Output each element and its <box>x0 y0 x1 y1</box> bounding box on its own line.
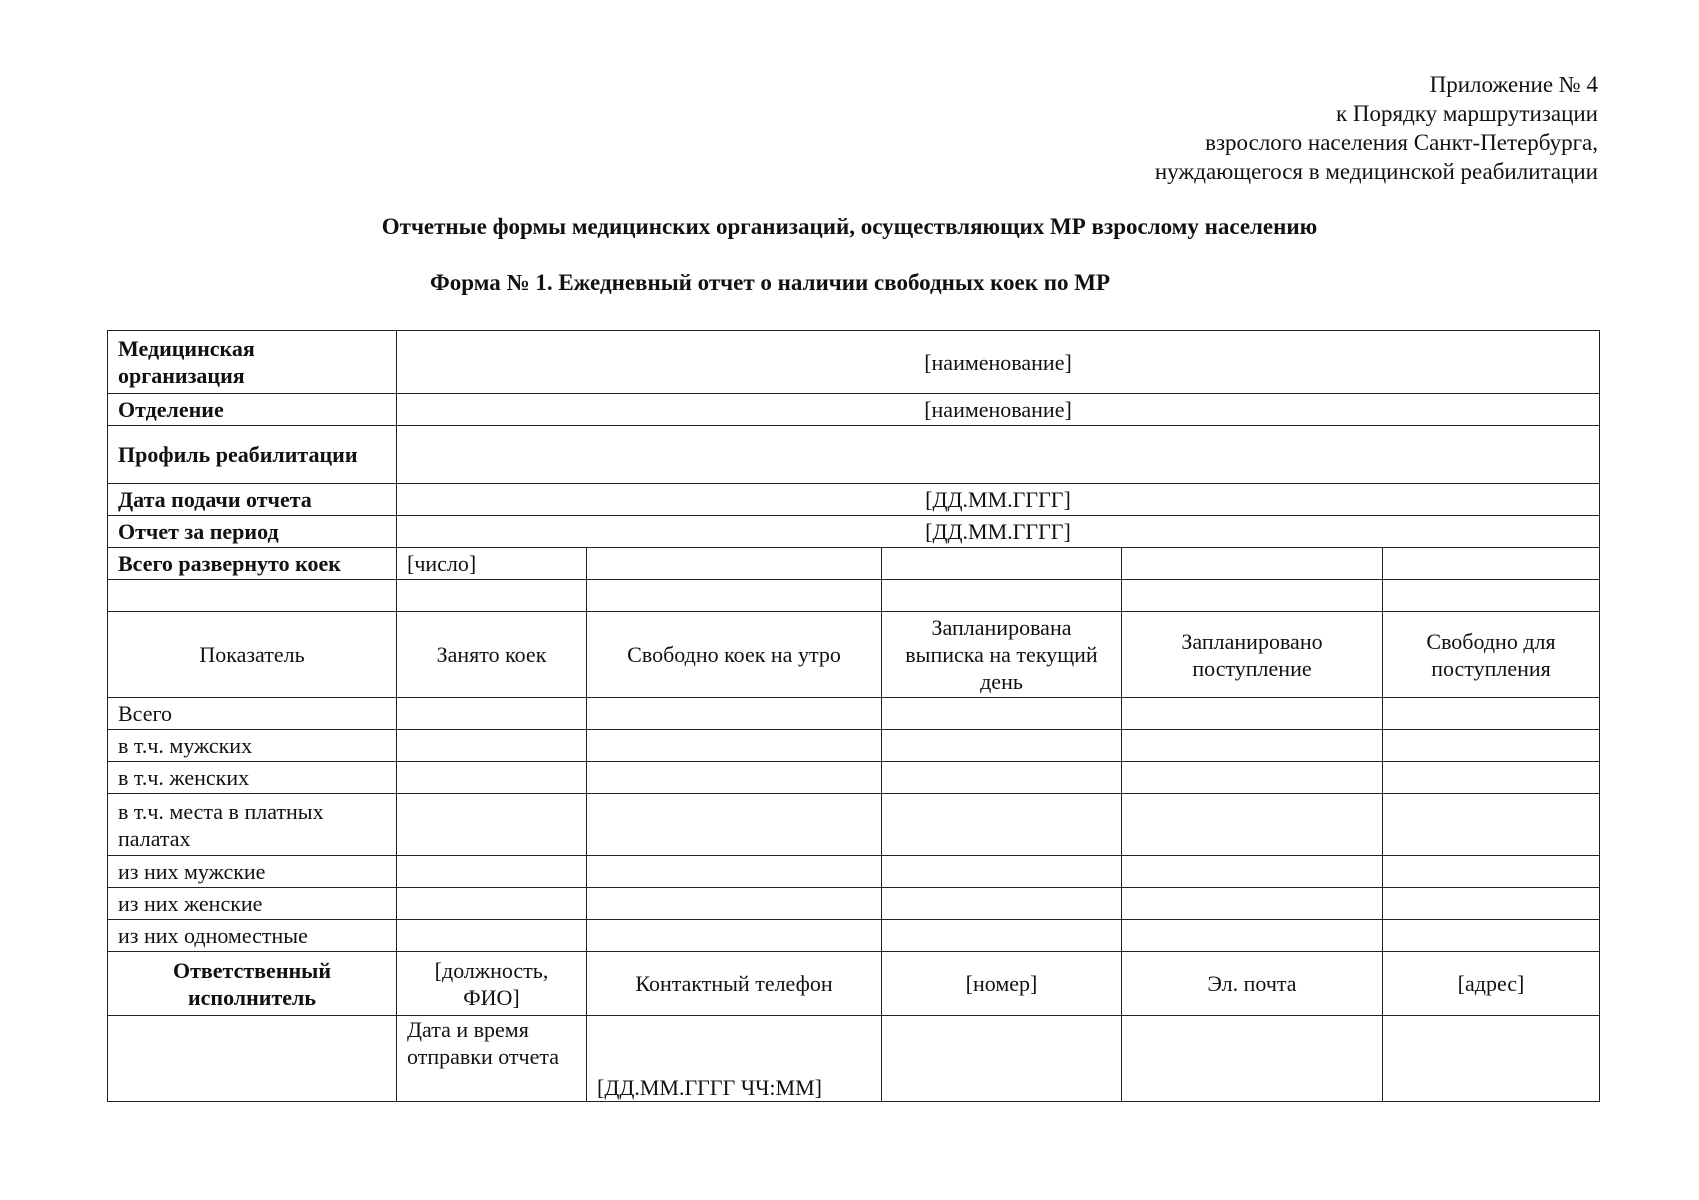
data-cell[interactable] <box>587 762 882 794</box>
empty-cell[interactable] <box>108 580 397 612</box>
sent-value[interactable]: [ДД.ММ.ГГГГ ЧЧ:ММ] <box>587 1016 882 1102</box>
date-row <box>108 484 1600 516</box>
date-value[interactable]: [ДД.ММ.ГГГГ] <box>397 484 1600 516</box>
contact-row <box>108 952 1600 1016</box>
data-cell[interactable] <box>397 856 587 888</box>
empty-cell[interactable] <box>882 548 1122 580</box>
column-header: Занято коек <box>397 612 587 698</box>
period-row <box>108 516 1600 548</box>
dept-row <box>108 394 1600 426</box>
empty-cell[interactable] <box>1122 580 1383 612</box>
row-label: в т.ч. мужских <box>108 730 397 762</box>
data-cell[interactable] <box>1122 762 1383 794</box>
data-cell[interactable] <box>397 730 587 762</box>
data-cell[interactable] <box>397 762 587 794</box>
responsible-value[interactable]: [должность, ФИО] <box>397 952 587 1016</box>
row-label: из них мужские <box>108 856 397 888</box>
responsible-label: Ответственный исполнитель <box>108 952 397 1016</box>
data-cell[interactable] <box>1122 856 1383 888</box>
data-cell[interactable] <box>1122 888 1383 920</box>
empty-cell[interactable] <box>1383 548 1600 580</box>
data-cell[interactable] <box>587 856 882 888</box>
data-cell[interactable] <box>397 794 587 856</box>
sent-label: Дата и время отправки отчета <box>397 1016 587 1102</box>
spacer-row <box>108 580 1600 612</box>
table-row <box>108 794 1600 856</box>
annex-line: Приложение № 4 <box>1429 72 1598 97</box>
data-cell[interactable] <box>1383 920 1600 952</box>
form-title: Форма № 1. Ежедневный отчет о наличии свободных коек по МР <box>430 270 1110 295</box>
empty-cell[interactable] <box>882 580 1122 612</box>
annex-line: нуждающегося в медицинской реабилитации <box>1154 159 1598 184</box>
data-cell[interactable] <box>882 730 1122 762</box>
document-title: Отчетные формы медицинских организаций, осуществляющих МР взрослому населению <box>381 214 1318 239</box>
email-label: Эл. почта <box>1122 952 1383 1016</box>
column-header: Свободно для поступления <box>1383 612 1600 698</box>
annex-line: взрослого населения Санкт-Петербурга, <box>1205 130 1598 155</box>
data-cell[interactable] <box>587 698 882 730</box>
data-cell[interactable] <box>1122 698 1383 730</box>
empty-cell[interactable] <box>1122 548 1383 580</box>
data-cell[interactable] <box>882 920 1122 952</box>
row-label: Всего <box>108 698 397 730</box>
table-row <box>108 762 1600 794</box>
row-label: из них женские <box>108 888 397 920</box>
empty-cell[interactable] <box>1383 580 1600 612</box>
empty-cell[interactable] <box>1122 1016 1383 1102</box>
column-header: Свободно коек на утро <box>587 612 882 698</box>
column-header-row <box>108 612 1600 698</box>
empty-cell[interactable] <box>587 548 882 580</box>
sent-row <box>108 1016 1600 1102</box>
row-label: из них одноместные <box>108 920 397 952</box>
beds-row <box>108 548 1600 580</box>
beds-label: Всего развернуто коек <box>108 548 397 580</box>
data-cell[interactable] <box>1383 698 1600 730</box>
table-row <box>108 730 1600 762</box>
data-cell[interactable] <box>1122 794 1383 856</box>
profile-label: Профиль реабилитации <box>108 426 397 484</box>
column-header: Запланировано поступление <box>1122 612 1383 698</box>
dept-value[interactable]: [наименование] <box>397 394 1600 426</box>
table-row <box>108 888 1600 920</box>
email-value[interactable]: [адрес] <box>1383 952 1600 1016</box>
annex-block <box>1155 70 1598 186</box>
phone-value[interactable]: [номер] <box>882 952 1122 1016</box>
data-cell[interactable] <box>1122 730 1383 762</box>
empty-cell[interactable] <box>397 580 587 612</box>
data-cell[interactable] <box>397 698 587 730</box>
dept-label: Отделение <box>108 394 397 426</box>
data-cell[interactable] <box>882 698 1122 730</box>
beds-value[interactable]: [число] <box>397 548 587 580</box>
data-cell[interactable] <box>1122 920 1383 952</box>
row-label: в т.ч. места в платных палатах <box>108 794 397 856</box>
report-form-table <box>107 330 1600 1102</box>
date-label: Дата подачи отчета <box>108 484 397 516</box>
data-cell[interactable] <box>587 920 882 952</box>
data-cell[interactable] <box>882 888 1122 920</box>
data-cell[interactable] <box>882 762 1122 794</box>
empty-cell[interactable] <box>1383 1016 1600 1102</box>
data-cell[interactable] <box>1383 888 1600 920</box>
period-label: Отчет за период <box>108 516 397 548</box>
empty-cell <box>108 1016 397 1102</box>
column-header: Запланирована выписка на текущий день <box>882 612 1122 698</box>
annex-line: к Порядку маршрутизации <box>1335 101 1598 126</box>
data-cell[interactable] <box>1383 856 1600 888</box>
table-row <box>108 698 1600 730</box>
org-row <box>108 331 1600 394</box>
empty-cell[interactable] <box>587 580 882 612</box>
org-value[interactable]: [наименование] <box>397 331 1600 394</box>
profile-value[interactable] <box>397 426 1600 484</box>
org-label: Медицинская организация <box>108 331 397 394</box>
profile-row <box>108 426 1600 484</box>
period-value[interactable]: [ДД.ММ.ГГГГ] <box>397 516 1600 548</box>
row-label: в т.ч. женских <box>108 762 397 794</box>
column-header: Показатель <box>108 612 397 698</box>
data-cell[interactable] <box>397 920 587 952</box>
phone-label: Контактный телефон <box>587 952 882 1016</box>
data-cell[interactable] <box>587 888 882 920</box>
empty-cell[interactable] <box>882 1016 1122 1102</box>
data-cell[interactable] <box>1383 794 1600 856</box>
data-cell[interactable] <box>882 794 1122 856</box>
data-cell[interactable] <box>1383 762 1600 794</box>
data-cell[interactable] <box>882 856 1122 888</box>
data-cell[interactable] <box>587 730 882 762</box>
data-cell[interactable] <box>1383 730 1600 762</box>
table-row <box>108 920 1600 952</box>
table-row <box>108 856 1600 888</box>
data-cell[interactable] <box>587 794 882 856</box>
data-cell[interactable] <box>397 888 587 920</box>
